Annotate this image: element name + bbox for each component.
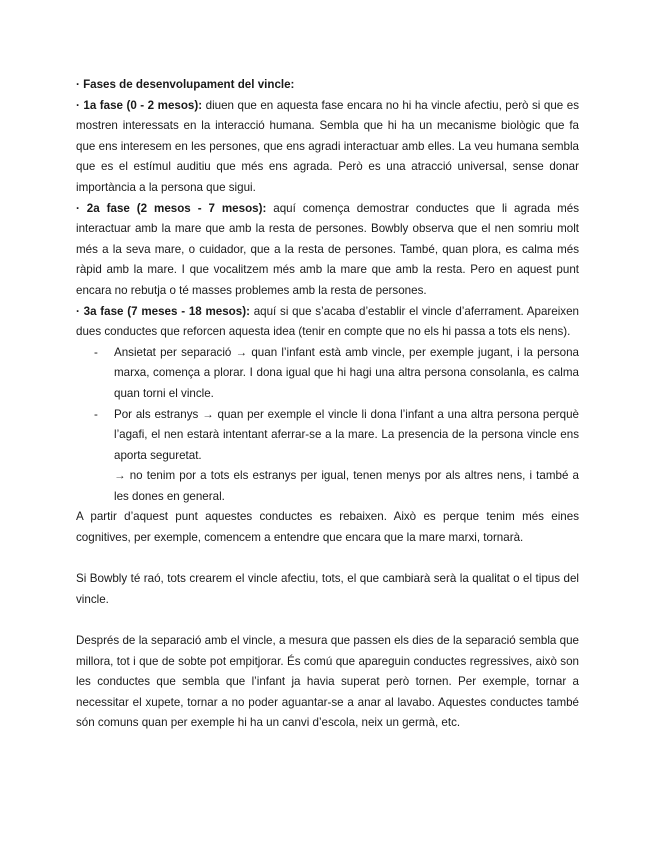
phase-3-text: aquí si que s’acaba d’establir el vincle d’aferrament. Apareixen dues conductes que reforcen aquesta idea (tenir en compte que no els hi passa a tots els nens). bbox=[76, 304, 579, 339]
behaviour-list bbox=[76, 343, 579, 467]
paragraph-separacio: Després de la separació amb el vincle, a mesura que passen els dies de la separació sembla que millora, tot i que de sobte pot empitjorar. És comú que apareguin conductes regressives, això son les conductes que sembla que l’infant ja havia superat però tornen. Per exemple, tornar a necessitar el xupete, tornar a no poder aguantar-se a anar al lavabo. Aquestes conductes també són comuns quan per exemple hi ha un canvi d’escola, neix un germà, etc. bbox=[76, 634, 579, 730]
phase-2-paragraph bbox=[76, 199, 579, 302]
list-item-text: Ansietat per separació → quan l’infant està amb vincle, per exemple jugant, i la persona marxa, comença a plorar. I dona igual que hi hagi una altra persona consolanla, es calma quan torni el vincle. bbox=[114, 345, 579, 400]
section-heading: · Fases de desenvolupament del vincle: bbox=[76, 78, 295, 91]
phase-3-label: · 3a fase (7 meses - 18 mesos): bbox=[76, 304, 250, 318]
phase-1-text: diuen que en aquesta fase encara no hi ha vincle afectiu, però si que es mostren interessats en la interacció humana. Sembla que hi ha un mecanisme biològic que fa que ens interesem en les persones, que ens agradi interactuar amb elles. La veu humana sembla que es el estímul auditiu que més ens agrada. Però es una atracció universal, sense donar importància a la persona que sigui. bbox=[76, 98, 579, 194]
list-dash: - bbox=[94, 407, 98, 421]
phase-1-label: · 1a fase (0 - 2 mesos): bbox=[76, 98, 203, 112]
phase-3-paragraph bbox=[76, 302, 579, 343]
phase-2-label: · 2a fase (2 mesos - 7 mesos): bbox=[76, 201, 267, 215]
document-page bbox=[76, 75, 579, 734]
list-item bbox=[76, 343, 579, 405]
list-dash: - bbox=[94, 345, 98, 359]
phase-2-text: aquí comença demostrar conductes que li agrada més interactuar amb la mare que amb la resta de persones. Bowbly observa que el nen somriu molt més a la seva mare, o cuidador, que a la resta de persones. També, quan plora, es calma més ràpid amb la mare. I que vocalitzem més amb la mare que amb la resta. Pero en aquest punt encara no rebutja o té masses problemes amb la resta de persones. bbox=[76, 201, 579, 297]
paragraph-gap bbox=[76, 610, 579, 631]
list-item-text: Por als estranys → quan per exemple el vincle li dona l’infant a una altra persona perquè l’agafi, el nen estarà intentant aferrar-se a la mare. La presencia de la persona vincle ens aporta seguretat. bbox=[114, 407, 579, 462]
phase-1-paragraph bbox=[76, 96, 579, 199]
paragraph-gap bbox=[76, 549, 579, 570]
paragraph-after-list: A partir d’aquest punt aquestes conductes es rebaixen. Això es perque tenim més eines cognitives, per exemple, comencem a entendre que encara que la mare marxi, tornarà. bbox=[76, 510, 579, 545]
list-item-continuation: → no tenim por a tots els estranys per igual, tenen menys por als altres nens, i també a les dones en general. bbox=[114, 469, 579, 503]
list-item bbox=[76, 405, 579, 467]
paragraph-bowbly: Si Bowbly té raó, tots crearem el vincle afectiu, tots, el que cambiarà serà la qualitat o el tipus del vincle. bbox=[76, 572, 579, 606]
